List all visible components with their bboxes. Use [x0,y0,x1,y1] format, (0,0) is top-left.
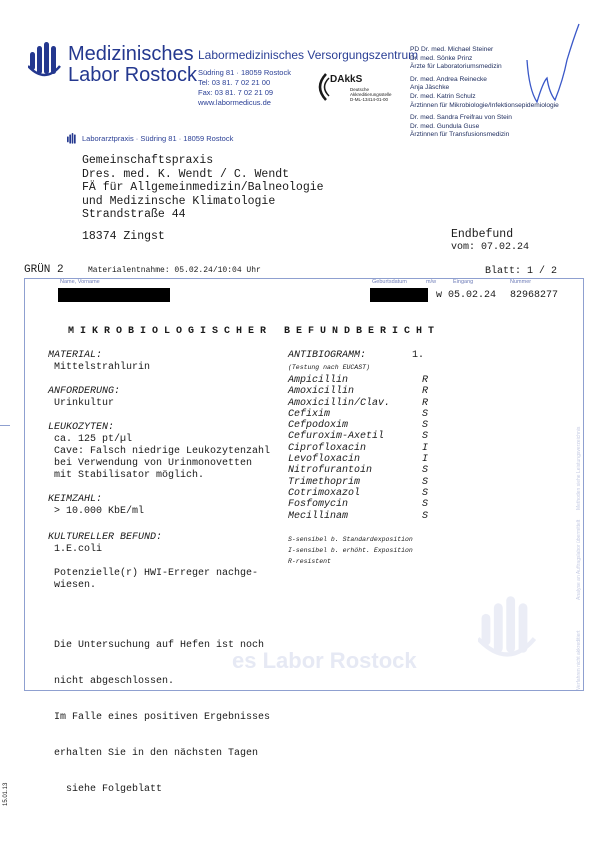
antibiotic-name: Levofloxacin [288,454,361,466]
side-note: Analyse an Auftragslabor übermittelt [576,519,582,600]
legend-line: S-sensibel b. Standardexposition [288,536,413,543]
doctor-line: Dr. med. Katrin Schulz [410,92,476,100]
antibiotic-name: Ampicillin [288,375,349,386]
antibiotic-row [288,386,428,397]
material-label: MATERIAL: [48,350,103,361]
doctor-line: Ärztinnen für Transfusionsmedizin [410,131,510,139]
antibiotic-result: S [421,408,428,420]
sender-logo-icon [66,132,78,150]
antibiogram-label: ANTIBIOGRAMM: [288,350,367,361]
col-number: Nummer [510,279,532,285]
keim-value: > 10.000 KbE/ml [54,506,145,517]
anforderung-value: Urinkultur [54,398,115,409]
recipient-city: 18374 Zingst [82,230,165,243]
center-fax: Fax: 03 81. 7 02 21 09 [198,88,274,97]
recipient-line: Gemeinschaftspraxis [82,154,214,167]
hwi-text [54,568,258,592]
lab-logo-icon [28,42,62,78]
leuko-line: bei Verwendung von Urinmonovetten [54,458,253,469]
antibiotic-name: Cefixim [288,408,331,420]
doctor-line: Dr. med. Sönke Prinz [410,54,473,62]
handwritten-signature [515,20,585,120]
antibiogram-table [288,375,428,522]
antibiotic-row [288,375,428,386]
antibiotic-result: S [421,487,428,499]
intake-time: Materialentnahme: 05.02.24/10:04 Uhr [88,266,261,275]
recipient-line: und Medizinsche Klimatologie [82,194,276,208]
watermark-logo [478,596,538,665]
hwi-line: wiesen. [54,580,97,591]
redacted-name [58,288,170,302]
antibiotic-result: S [421,465,428,477]
hwi-line: Potenzielle(r) HWI-Erreger nachge- [54,568,259,579]
antibiotic-name: Fosfomycin [288,499,349,511]
antibiogram-index: 1. [412,350,425,361]
antibiotic-result: S [421,431,428,443]
redacted-birthdate [370,288,428,302]
dakks-icon [312,72,330,102]
lab-logo [28,42,62,78]
patient-sex: w [436,290,443,301]
antibiotic-name: Trimethoprim [288,476,361,488]
antibiotic-row [288,431,428,442]
antibiotic-name: Ciprofloxacin [288,442,367,454]
recipient-line: FÄ für Allgemeinmedizin/Balneologie [82,181,324,194]
legend-line: I-sensibel b. erhöht. Exposition [288,547,413,554]
dakks-title: DAkkS [330,74,363,85]
material-value: Mittelstrahlurin [54,362,151,373]
antibiotic-row [288,499,428,510]
antibiotic-name: Cotrimoxazol [288,487,361,499]
logo-line2: Labor Rostock [68,64,197,86]
footer-code: 15.01.13 [3,782,9,806]
antibiotic-row [288,443,428,454]
patient-number: 82968277 [510,290,559,301]
antibiotic-row [288,477,428,488]
doctor-line: Dr. med. Andrea Reinecke [410,75,487,83]
note-line: Im Falle eines positiven Ergebnisses [54,712,271,723]
note-line: erhalten Sie in den nächsten Tagen [54,748,259,759]
col-sex: m/w [426,279,437,285]
report-title: M I K R O B I O L O G I S C H E R B E F U N D B E R I C H T [68,326,435,337]
doctor-line: Dr. med. Sandra Freifrau von Stein [410,114,512,122]
doctor-line: Ärzte für Laboratoriumsmedizin [410,63,502,71]
antibiotic-result: S [421,510,428,522]
antibiotic-row [288,488,428,499]
logo-line1: Medizinisches [68,43,194,65]
antibiotic-result: S [421,476,428,488]
recipient-line: Strandstraße 44 [82,208,186,221]
antibiotic-row [288,398,428,409]
antibiotic-result: S [421,420,428,432]
recipient-address [82,154,324,222]
side-note: Verfahren nicht akkreditiert [576,630,582,690]
doctor-line: Dr. med. Gundula Guse [410,122,480,130]
report-status-date: vom: 07.02.24 [451,242,530,253]
page-indicator: Blatt: 1 / 2 [485,266,558,277]
antibiogram-note: (Testung nach EUCAST) [288,364,370,371]
antibiotic-row [288,511,428,522]
legend-line: R-resistent [288,558,331,565]
antibiotic-row [288,420,428,431]
kultur-value: 1.E.coli [54,544,103,555]
antibiotic-name: Cefpodoxim [288,420,349,432]
antibiogram-legend [288,534,413,567]
color-tag: GRÜN 2 [24,264,64,276]
col-birth: Geburtsdatum [372,279,407,285]
doctor-line: Ärztinnen für Mikrobiologie/Infektionsepidemiologie [410,101,559,109]
watermark-text: es Labor Rostock [232,648,417,673]
leuko-line: Cave: Falsch niedrige Leukozytenzahl [54,446,271,457]
col-entry: Eingang [453,279,474,285]
dakks-sub2: Akkreditierungsstelle [350,92,392,97]
fold-mark [0,425,8,426]
recipient-line: Dres. med. K. Wendt / C. Wendt [82,167,290,181]
dakks-sub1: Deutsche [350,87,370,92]
anforderung-label: ANFORDERUNG: [48,386,121,397]
center-address: Südring 81 · 18059 Rostock [198,68,291,77]
side-note: Methoden siehe Leistungsverzeichnis [576,426,582,510]
doctor-line: Anja Jäschke [410,84,450,92]
center-title: Labormedizinisches Versorgungszentrum [198,48,419,62]
antibiotic-result: R [421,397,428,409]
antibiotic-row [288,465,428,476]
note-text [54,616,270,808]
antibiotic-result: R [421,375,428,386]
report-status-title: Endbefund [451,228,514,241]
antibiotic-result: I [421,454,428,466]
antibiotic-row [288,454,428,465]
antibiotic-name: Mecillinam [288,510,349,522]
note-line: siehe Folgeblatt [54,784,163,795]
note-line: nicht abgeschlossen. [54,676,175,687]
antibiotic-name: Amoxicillin [288,386,355,398]
antibiotic-result: R [421,386,428,398]
antibiotic-result: I [421,442,428,454]
dakks-sub3: D-ML-13414-01-00 [350,97,389,102]
sender-line: Laborarztpraxis · Südring 81 · 18059 Rostock [82,134,234,143]
leuko-line: ca. 125 pt/µl [54,434,133,445]
dakks-seal [312,70,402,110]
center-tel: Tel: 03 81. 7 02 21 00 [198,78,271,87]
note-line: Die Untersuchung auf Hefen ist noch [54,640,265,651]
kultur-label: KULTURELLER BEFUND: [48,532,163,543]
antibiotic-name: Nitrofurantoin [288,465,373,477]
keim-label: KEIMZAHL: [48,494,103,505]
doctor-line: PD Dr. med. Michael Steiner [410,46,494,53]
antibiotic-row [288,409,428,420]
col-name: Name, Vorname [60,279,100,285]
center-web: www.labormedicus.de [198,98,271,107]
leuko-label: LEUKOZYTEN: [48,422,115,433]
antibiotic-name: Amoxicillin/Clav. [288,397,391,409]
antibiotic-name: Cefuroxim-Axetil [288,431,385,443]
leuko-line: mit Stabilisator möglich. [54,470,205,481]
leuko-text [54,434,270,482]
patient-entry: 05.02.24 [448,290,497,301]
antibiotic-result: S [421,499,428,511]
